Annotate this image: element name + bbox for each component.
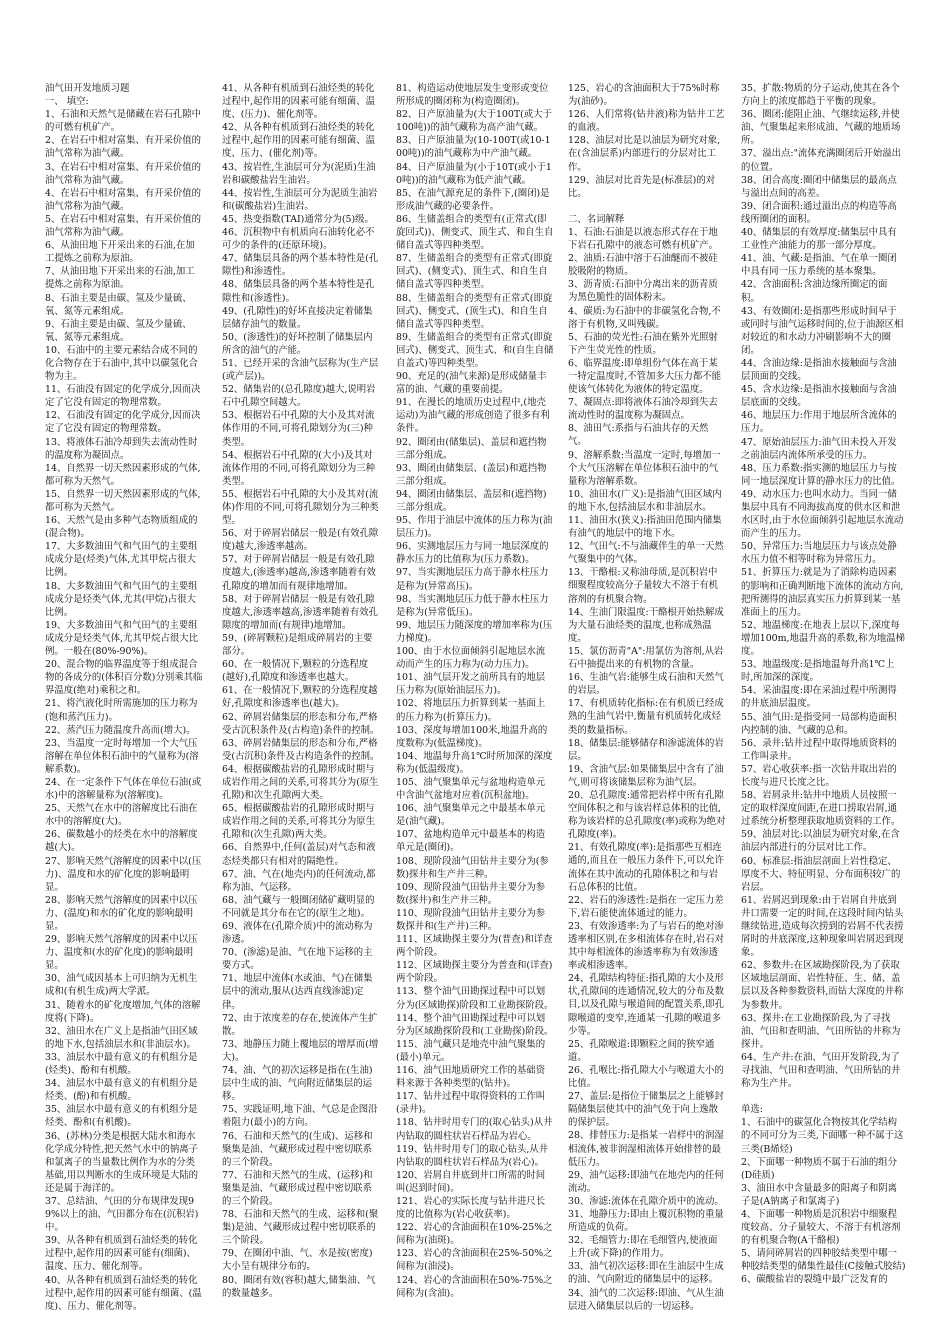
text-paragraph: 41、从各种有机质到石油烃类的转化过程中,起作用的因素可能有细菌、温度、(压力)、催化剂等。: [222, 83, 375, 121]
text-paragraph: 19、大多数油田气和气田气的主要组成成分是烃类气体,尤其甲烷占很大比例。一般在(80%-90%)。: [45, 619, 198, 658]
text-paragraph: 27、盖层:是指位于储集层之上能够封隔储集层使其中的油气免于向上逸散的保护层。: [568, 1091, 724, 1129]
text-paragraph: 16、生油气岩:能够生成石油和天然气的岩层。: [568, 672, 724, 697]
text-paragraph: 113、整个油气田勘探过程中可以划分为(区域勘探)阶段和工业勘探阶段。: [396, 986, 554, 1011]
text-paragraph: 110、现阶段油气田钻井主要分为参数探井和(生产井)三种。: [396, 907, 546, 932]
text-paragraph: 128、油层对比是以油层为研究对象,在(含油层系)内部进行的分层对比工作。: [568, 135, 721, 173]
text-paragraph: 86、生储盖组合的类型有(正常式(即旋回式))、侧变式、顶生式、和自生自储自盖式等四种类型。: [396, 213, 554, 252]
text-paragraph: 32、油田水在广义上是指油气田区域的地下水,包括油层水和(非油层水)。: [45, 1025, 198, 1050]
text-paragraph: 91、在漫长的地质历史过程中,(地壳运动)为油气藏的形成创造了很多有利条件。: [396, 397, 550, 435]
text-paragraph: 63、探井:在工业勘探阶段,为了寻找油、气田和查明油、气田所钻的井称为探井。: [741, 1012, 901, 1050]
text-paragraph: 118、钻井时用专门的(取心钻头)从井内钻取的圆柱状岩石样品为岩心。: [396, 1117, 553, 1142]
text-paragraph: 80、圈闭有效(容积)越大,储集油、气的数量越多。: [222, 1274, 376, 1299]
text-paragraph: 48、储集层具备的两个基本特性是孔隙性和(渗透性)。: [222, 279, 375, 304]
text-paragraph: 44、含油边缘:是指油水接触面与含油层顶面的交线。: [741, 357, 897, 383]
text-paragraph: 54、根据岩石中孔隙的(大小)及其对流体作用的不同,可将孔隙划分为三种类型。: [222, 449, 375, 487]
text-paragraph: 23、有效渗透率:为了与岩石的绝对渗透率相区别,在多相流体存在时,岩石对其中每相流体的渗透率称为有效渗透率或相渗透率。: [568, 920, 724, 972]
text-paragraph: 75、实践证明,地下油、气总是企图沿着阻力(最小)的方向。: [222, 1104, 378, 1129]
text-paragraph: 16、天然气是由多种气态物质组成的(混合物)。: [45, 515, 198, 540]
text-paragraph: 21、将汽液化时所需施加的压力称为(饱和蒸汽压力)。: [45, 698, 198, 723]
text-paragraph: 24、孔隙结构特征:指孔隙的大小及形状,孔隙间的连通情况,较大的分布及数目,以及孔隙与喉道间的配置关系,即孔隙喉道的变窄,连通某一孔隙的喉道多少等。: [568, 973, 724, 1037]
text-paragraph: 7、从油田地下开采出来的石油,加工提炼之前称为原油。: [45, 266, 195, 291]
text-paragraph: 114、整个油气田勘探过程中可以划分为区域勘探阶段和(工业勘探)阶段。: [396, 1012, 554, 1037]
text-paragraph: 70、(渗滤)是油、气在地下运移的主要方式。: [222, 947, 373, 972]
text-paragraph: 64、生产井:在油、气田开发阶段,为了寻找油、气田和查明油、气田所钻的井称为生产井。: [741, 1051, 901, 1090]
text-paragraph: 44、按岩性,生油层可分为泥质生油岩和(碳酸盐岩)生油岩。: [222, 187, 378, 212]
text-paragraph: 88、生储盖组合的类型有正常式(即旋回式)、侧变式、(顶生式)、和自生自储自盖式等四种类型。: [396, 292, 553, 330]
text-paragraph: [568, 200, 726, 213]
text-paragraph: 34、油层水中最有意义的有机组分是烃类、(酚)和有机酸。: [45, 1078, 198, 1103]
text-paragraph: [741, 1090, 906, 1103]
text-paragraph: 67、油、气在(地壳内)的任何流动,都称为油、气运移。: [222, 868, 376, 893]
text-paragraph: 36、(苏林)分类是根据大陆水和海水化学成分特性,把天然气水中的钠离子和氯离子的当量数比例作为水的分类基础,用以判断水的生成环境是大陆的还是属于海洋的。: [45, 1130, 198, 1194]
text-paragraph: 19、含油气层:如果储集层中含有了油气,则可将该储集层称为油气层。: [568, 763, 724, 788]
text-paragraph: 115、油气藏只是地壳中油气聚集的(最小)单元。: [396, 1038, 546, 1063]
text-paragraph: 126、人们常将(钻井液)称为钻井工艺的血液。: [568, 109, 725, 134]
text-paragraph: 油气田开发地质习题: [45, 83, 130, 94]
text-paragraph: 13、将液体石油冷却到失去流动性时的温度称为凝固点。: [45, 436, 198, 461]
text-paragraph: 69、液体在(孔隙介质)中的流动称为渗透。: [222, 921, 373, 946]
text-paragraph: 90、充足的(油气来源)是形成储量丰富的油、气藏的重要前提。: [396, 371, 547, 396]
text-paragraph: 29、油气运移:即油气在地壳内的任何流动。: [568, 1169, 724, 1194]
text-paragraph: 121、岩心的实际长度与钻井进尺长度的比值称为(岩心收获率)。: [396, 1195, 546, 1221]
text-paragraph: 120、岩屑自井底到井口所需的时间叫(迟到时间)。: [396, 1169, 546, 1194]
text-paragraph: 71、地层中流体(水或油、气)在储集层中的流动,服从(达西直线渗滤)定律。: [222, 973, 373, 1011]
text-paragraph: 9、溶解系数:当温度一定时,每增加一个大气压溶解在单位体积石油中的气量称为溶解系数。: [568, 449, 721, 487]
text-paragraph: 28、影响天然气溶解度的因素中以压力、(温度)和水的矿化度的影响最明显。: [45, 894, 198, 932]
text-paragraph: 11、石油没有固定的化学成分,因而决定了它没有固定的物理常数。: [45, 384, 201, 409]
text-paragraph: 65、根据碳酸盐岩的孔隙形成时期与成岩作用之间的关系,可将其分为原生孔隙和(次生孔隙)两大类。: [222, 803, 375, 841]
text-paragraph: 2、油质:石油中溶于石油醚而不被硅胶吸附的物质。: [568, 253, 718, 278]
text-paragraph: 85、在油气源充足的条件下,(圈闭)是形成油气藏的必要条件。: [396, 187, 550, 212]
text-paragraph: 59、(碎屑颗粒)是组成碎屑岩的主要部分。: [222, 632, 373, 658]
text-paragraph: 61、在一般情况下,颗粒的分选程度越好,孔隙度和渗透率也(越大)。: [222, 685, 378, 710]
text-paragraph: 99、地层压力随深度的增加率称为(压力梯度)。: [396, 619, 553, 644]
text-paragraph: 6、临界温度:即单组份气体在高于某一特定温度时,不管加多大压力都不能使该气体转化为液体的特定温度。: [568, 357, 721, 396]
text-paragraph: 53、地温级度:是指地温每升高1℃上时,所加深的深度。: [741, 659, 895, 684]
text-paragraph: 6、碳酸盐岩的裂缝中最广泛发育的: [741, 1274, 888, 1286]
text-column-5: [741, 82, 906, 1286]
text-paragraph: 79、在圈闭中油、气、水是按(密度)大小呈有规律分布的。: [222, 1248, 373, 1273]
text-paragraph: 57、岩心收获率:指一次钻井取出岩的长度与进尺长度之比。: [741, 763, 897, 788]
text-paragraph: 60、标准层:指油层剖面上岩性稳定、厚度不大、特征明显、分布面积较广的岩层。: [741, 855, 901, 893]
text-paragraph: 20、混合物的临界温度等于组成混合物的各成分的(体积百分数)分别乘其临界温度(绝对)乘积之和。: [45, 659, 203, 697]
text-column-3: [396, 82, 554, 1299]
text-paragraph: 104、地温每升高1℃时所加深的深度称为(低温级度)。: [396, 750, 553, 775]
text-paragraph: 93、圈闭由储集层、(盖层)和遮挡物三部分组成。: [396, 462, 547, 487]
text-paragraph: 46、沉积物中有机质向石油转化必不可少的条件的(还原环境)。: [222, 227, 375, 252]
text-paragraph: 43、按岩性,生油层可分为(泥质)生油岩和碳酸盐岩生油岩。: [222, 161, 376, 186]
text-paragraph: 8、石油主要是由碳、氢及少量硫、氧、氮等元素组成。: [45, 292, 192, 317]
text-paragraph: 40、储集层的有效厚度:储集层中具有工业性产油能力的那一部分厚度。: [741, 227, 897, 252]
text-paragraph: 9、石油主要是由碳、氢及少量硫、氧、氮等元素组成。: [45, 318, 192, 343]
text-paragraph: 15、氯仿沥青"A":用氯仿为溶剂,从岩石中抽提出来的有机物的含量。: [568, 645, 724, 671]
text-paragraph: 47、储集层具备的两个基本特性是(孔隙性)和渗透性。: [222, 253, 379, 278]
text-paragraph: 97、当实测地层压力高于静水柱压力是称为(异常高压)。: [396, 567, 549, 592]
text-paragraph: 47、原始油层压力:油气田未投入开发之前油层内流体所承受的压力。: [741, 436, 897, 461]
text-paragraph: 55、根据岩石中孔隙的大小及其对(流体)作用的不同,可将孔隙划分为三种类型。: [222, 488, 379, 527]
text-paragraph: 3、在岩石中相对富集、有开采价值的油气常称为油气藏。: [45, 161, 201, 186]
text-paragraph: 61、岩屑迟到现象:由于岩屑自井底到井口需要一定的时间,在这段时间内钻头继续钻进,造成每次捞到的岩屑不代表捞屑时的井底深度,这种现象叫岩屑迟到现象。: [741, 894, 904, 959]
text-paragraph: 30、渗滤:流体在孔隙介质中的流动。: [568, 1195, 724, 1207]
text-paragraph: 37、溢出点:"流体充满圈闭后开始溢出的位置。: [741, 148, 902, 173]
text-paragraph: 一、 填空:: [45, 96, 89, 108]
text-paragraph: 49、动水压力:也叫水动力。当同一储集层中具有不同海拔高度的供水区和泄水区时,由于水位面倾斜引起地层水流动而产生的压力。: [741, 488, 904, 540]
text-paragraph: 45、含水边缘:是指油水接触面与含油层底面的交线。: [741, 384, 897, 409]
text-paragraph: 32、毛细管力:即在毛细管内,使液面上升(或下降)的作用力。: [568, 1235, 718, 1260]
text-paragraph: 13、干酪根:又称油母质,是沉积岩中细聚程度较高分子量较大不溶于有机溶剂的有机聚合物。: [568, 567, 719, 605]
text-paragraph: 66、自然界中,任何(盖层)对气态和液态烃类都只有相对的隔绝性。: [222, 842, 376, 867]
text-paragraph: 41、油、气藏:是指油、气在单一圈闭中具有同一压力系统的基本聚集。: [741, 253, 897, 278]
text-paragraph: 100、由于水位面倾斜引起地层水流动而产生的压力称为(动力压力)。: [396, 646, 546, 671]
text-paragraph: 2、下面哪一种物质不属于石油的组分(D硅质): [741, 1156, 897, 1181]
text-paragraph: 72、由于浓度差的存在,使流体产生扩散。: [222, 1012, 378, 1037]
text-paragraph: 78、石油和天然气的生成、运移和(聚集)是油、气藏形成过程中密切联系的三个阶段。: [222, 1209, 379, 1247]
text-paragraph: 36、圈闭:能阻止油、气继续运移,并使油、气聚集起来形成油、气藏的地质场所。: [741, 109, 901, 147]
text-paragraph: 102、将地层压力折算到某一基面上的压力称为(折算压力)。: [396, 698, 546, 723]
text-paragraph: 53、根据岩石中孔隙的大小及其对流体作用的不同,可将孔隙划分为(三)种类型。: [222, 410, 375, 448]
text-paragraph: 1、石油:石油是以液态形式存在于地下岩石孔隙中的液态可燃有机矿产。: [568, 226, 719, 252]
text-paragraph: 29、影响天然气溶解度的因素中以压力、温度和(水的矿化度)的影响最明显。: [45, 934, 198, 972]
text-paragraph: 34、油气的二次运移:即油、气从生油层进入储集层以后的一切运移。: [568, 1287, 724, 1312]
text-paragraph: 35、扩散:物质的分子运动,使其在各个方向上的浓度都趋于平衡的现象。: [741, 83, 900, 108]
text-paragraph: 103、深度每增加100米,地温升高的度数称为(低温梯度)。: [396, 724, 548, 749]
text-paragraph: 11、油田水(狭义):指油田范围内储集有油气的地层中的地下水。: [568, 515, 722, 540]
text-paragraph: 18、大多数油田气和气田气的主要组成成分是烃类气体,尤其(甲烷)占很大比例。: [45, 580, 198, 618]
text-paragraph: 30、油气成因基本上可归纳为无机生成和(有机生成)两大学派。: [45, 973, 198, 998]
text-paragraph: 39、从各种有机质到石油烃类的转化过程中,起作用的因素可能有(细菌)、温度、压力、催化剂等。: [45, 1235, 198, 1273]
text-paragraph: 55、油气田:是指受同一局部构造面积内控制的油、气藏的总和。: [741, 711, 897, 736]
text-paragraph: 116、油气田地质研究工作的基础资料来源于各种类型的(钻井)。: [396, 1065, 546, 1090]
text-paragraph: 5、石油的荧光性:石油在紫外光照射下产生荧光性的性质。: [568, 331, 718, 356]
text-paragraph: 10、油田水(广义):是指油气田区域内的地下水,包括油层水和非油层水。: [568, 488, 722, 513]
text-paragraph: 7、凝固点:即将液体石油冷却到失去流动性时的温度称为凝固点。: [568, 397, 718, 422]
text-paragraph: 4、碳质:为石油中的非碳氢化合物,不溶于有机物,又叫残碳。: [568, 305, 721, 330]
text-paragraph: 56、对于碎屑岩储层一般是(有效孔隙度)越大,渗透率越高。: [222, 528, 379, 553]
text-column-2: [222, 82, 380, 1299]
text-paragraph: 96、实测地层压力与同一地层深度的静水压力的比值称为(压力系数)。: [396, 541, 549, 566]
text-paragraph: 25、孔隙喉道:即颗粒之间的狭窄通道。: [568, 1038, 715, 1063]
text-paragraph: 26、碳数越小的烃类在水中的溶解度越(大)。: [45, 829, 198, 854]
text-paragraph: 37、总结油、气田的分布规律发现99%以上的油、气田都分布在(沉积岩)中。: [45, 1195, 199, 1234]
text-paragraph: 5、在岩石中相对富集、有开采价值的油气常称为油气藏。: [45, 213, 201, 239]
text-paragraph: 39、闭合面积:通过溢出点的构造等高线所圈闭的面积。: [741, 200, 897, 225]
text-column-1: [45, 82, 203, 1312]
text-paragraph: 108、现阶段油气田钻井主要分为(参数)探井和生产井三种。: [396, 855, 549, 880]
text-paragraph: 6、从油田地下开采出来的石油,在加工提炼之前称为原油。: [45, 240, 195, 265]
text-paragraph: 43、有效圈闭:是指那些形成时间早于或同时与油气运移时间的,位于油源区相对较近的和水动力冲刷影响不大的圈闭。: [741, 305, 904, 356]
text-paragraph: 12、气田气:不与油藏伴生的单一天然气聚集中的气体。: [568, 541, 724, 566]
text-paragraph: 64、根据碳酸盐岩的孔隙形成时期与成岩作用之间的关系,可将其分为(原生孔隙)和次生孔隙两大类。: [222, 763, 379, 802]
text-paragraph: 4、在岩石中相对富集、有开采价值的油气常称为油气藏。: [45, 187, 201, 212]
text-paragraph: 94、圈闭由储集层、盖层和(遮挡物)三部分组成。: [396, 488, 547, 513]
text-paragraph: 82、日产原油量为(大于100T(或大于100吨))的油气藏称为高产油气藏。: [396, 109, 552, 134]
text-paragraph: 17、有机质转化指标:在有机质已经成熟的生油气岩中,衡量有机质转化成烃类的数量指标。: [568, 698, 724, 736]
text-paragraph: 51、折算压力:就是为了消除构造因素的影响和正确判断地下流体的流动方向,把所测得的油层真实压力折算到某一基准面上的压力。: [741, 567, 904, 618]
text-paragraph: 28、排替压力:是指某一岩样中的润湿相流体,被非润湿相流体开始排替的最低压力。: [568, 1130, 724, 1168]
text-paragraph: 15、自然界一切天然因素形成的气体,都可称为天然气。: [45, 488, 201, 513]
text-paragraph: 112、区域勘探主要分为普查和(详查)两个阶段。: [396, 960, 553, 985]
text-paragraph: 二、名词解释: [568, 213, 625, 225]
text-paragraph: 5、请问碎屑岩的四种胶结类型中哪一种胶结类型的储集性最佳(C接触式胶结): [741, 1248, 906, 1273]
text-paragraph: 3、油田水中含量最多的阳离子和阴离子是(A钠离子和氯离子): [741, 1182, 897, 1207]
text-paragraph: 123、岩心的含油面积在25%-50%之间称为(油浸)。: [396, 1248, 553, 1273]
text-paragraph: 106、油气聚集单元之中最基本单元是(油气藏)。: [396, 803, 546, 828]
text-paragraph: 83、日产原油量为(10-100T(或10-100吨))的油气藏称为中产油气藏。: [396, 135, 551, 160]
text-paragraph: 3、沥青质:石油中分离出来的沥青质为黑色脆性的固体粉末。: [568, 279, 718, 304]
text-paragraph: 87、生储盖组合的类型有正常式(即旋回式)、(侧变式)、顶生式、和自生自储自盖式等四种类型。: [396, 253, 553, 291]
text-paragraph: 10、石油中的主要元素结合成不同的化合物存在于石油中,其中以碳氢化合物为主。: [45, 344, 198, 383]
text-paragraph: 42、含油面积:含油边缘所圈定的面积。: [741, 279, 888, 304]
text-paragraph: 1、石油和天然气是储藏在岩石孔隙中的可燃有机矿产。: [45, 109, 201, 134]
text-paragraph: 22、岩石的渗透性:是指在一定压力差下,岩石能使流体通过的能力。: [568, 894, 724, 919]
text-paragraph: 77、石油和天然气的生成、(运移)和聚集是油、气藏形成过程中密切联系的三个阶段。: [222, 1169, 373, 1207]
text-paragraph: 18、储集层:能够储存和渗滤流体的岩层。: [568, 737, 724, 762]
text-paragraph: 50、异常压力:当地层压力与该点处静水压力值不相等时称为异常压力。: [741, 541, 897, 566]
text-paragraph: 1、石油中的碳氢化合物按其化学结构的不同可分为三类,下面哪一种不属于这三类(B烯烃): [741, 1117, 904, 1155]
text-paragraph: 62、碎屑岩储集层的形态和分布,严格受古沉积条件及(古构造)条件的控制。: [222, 711, 380, 736]
text-paragraph: 31、地静压力:即由上覆沉积物的重量所造成的负荷。: [568, 1208, 724, 1234]
text-paragraph: 46、地层压力:作用于地层所含流体的压力。: [741, 410, 897, 435]
text-paragraph: 2、在岩石中相对富集、有开采价值的油气常称为油气藏。: [45, 135, 201, 160]
text-paragraph: 31、随着水的矿化度增加,气体的溶解度将(下降)。: [45, 999, 201, 1024]
text-paragraph: 42、从各种有机质到石油烃类的转化过程中,起作用的因素可能有细菌、温度、压力、(催化剂)等。: [222, 122, 375, 160]
text-paragraph: 17、大多数油田气和气田气的主要组成成分是(烃类)气体,尤其甲烷占很大比例。: [45, 541, 198, 579]
text-paragraph: 111、区域勘探主要分为(普查)和详查两个阶段。: [396, 934, 553, 959]
text-column-4: [568, 82, 726, 1312]
text-paragraph: 33、油气初次运移:即在生油层中生成的油、气向附近的储集层中的运移。: [568, 1261, 724, 1286]
text-paragraph: 51、已经开采的含油气层称为(生产层(或产层))。: [222, 357, 379, 383]
text-paragraph: 14、生油门限温度:干酪根开始热解成为大量石油烃类的温度,也称成熟温度。: [568, 606, 724, 644]
text-paragraph: 117、钻井过程中取得资料的工作叫(录井)。: [396, 1091, 546, 1116]
text-paragraph: 58、岩屑录井:钻井中地质人员按照一定的取样深度间距,在进口捞取岩屑,通过系统分析整理获取地质资料的工作。: [741, 790, 901, 828]
text-paragraph: 58、对于碎屑岩储层一般是有效孔隙度越大,渗透率越高,渗透率随着有效孔隙度的增加而(有规律)地增加。: [222, 593, 378, 631]
text-paragraph: 101、油气层开发之前所具有的地层压力称为(原始油层压力)。: [396, 672, 546, 697]
text-paragraph: 84、日产原油量为(小于10T(或小于10吨))的油气藏称为低产油气藏。: [396, 161, 552, 186]
text-paragraph: 81、构造运动使地层发生变形或变位所形成的圈闭称为(构造圈闭)。: [396, 83, 549, 108]
text-paragraph: 74、油、气的初次运移是指在(生油)层中生成的油、气向附近储集层的运移。: [222, 1065, 373, 1103]
text-paragraph: 56、录井:钻井过程中取得地质资料的工作叫录井。: [741, 737, 897, 762]
text-paragraph: 21、有效孔隙度(率):是指那些互相连通的,而且在一般压力条件下,可以允许流体在其中流动的孔隙体积之和与岩石总体积的比值。: [568, 842, 724, 893]
text-paragraph: 24、在一定条件下气体在单位石油(或水)中的溶解量称为(溶解度)。: [45, 776, 202, 802]
text-paragraph: 52、储集岩的(总孔隙度)越大,说明岩石中孔隙空间越大。: [222, 384, 376, 409]
text-paragraph: 68、油气藏与一般圈闭储矿藏明显的不同就是其分布在它的(原生之地)。: [222, 894, 375, 919]
text-paragraph: 98、当实测地层压力低于静水柱压力是称为(异常低压)。: [396, 593, 549, 618]
text-paragraph: 23、当温度一定时每增加一个大气压溶解在单位体积石油中的气量称为(溶解系数)。: [45, 737, 199, 775]
text-paragraph: 122、岩心的含油面积在10%-25%之间称为(油斑)。: [396, 1222, 553, 1247]
text-paragraph: 59、油层对比:以油层为研究对象,在含油层内部进行的分层对比工作。: [741, 829, 900, 854]
text-paragraph: 35、油层水中最有意义的有机组分是烃类、酚和(有机酸)。: [45, 1104, 198, 1129]
text-paragraph: 73、地静压力随上覆地层的增厚而(增大)。: [222, 1038, 379, 1063]
text-paragraph: 26、孔喉比:指孔隙大小与喉道大小的比值。: [568, 1064, 724, 1090]
text-paragraph: 25、天然气在水中的溶解度比石油在水中的溶解度(大)。: [45, 803, 198, 828]
text-paragraph: 119、钻井时用专门的取心钻头,从井内钻取的圆柱状岩石样品为(岩心)。: [396, 1143, 549, 1168]
text-paragraph: 89、生储盖组合的类型有正常式(即旋回式)、侧变式、顶生式、和(自生自储自盖式)等四种类型。: [396, 331, 554, 369]
text-paragraph: 40、从各种有机质到石油烃类的转化过程中,起作用的因素可能有细菌、(温度)、压力、催化剂等。: [45, 1274, 202, 1312]
text-paragraph: 14、自然界一切天然因素形成的气体,都可称为天然气。: [45, 462, 201, 487]
text-paragraph: 27、影响天然气溶解度的因素中以(压力)、温度和水的矿化度的影响最明显。: [45, 855, 202, 893]
text-paragraph: 95、作用于油层中流体的压力称为(油层压力)。: [396, 515, 553, 540]
text-paragraph: 33、油层水中最有意义的有机组分是(烃类)、酚和有机酸。: [45, 1051, 198, 1077]
text-paragraph: 52、地温梯度:在地表上层以下,深度每增加100m,地温升高的系数,称为地温梯度。: [741, 619, 905, 658]
text-paragraph: 22、蒸汽压力随温度升高而(增大)。: [45, 724, 196, 736]
text-paragraph: 48、压力系数:指实测的地层压力与按同一地层深度计算的静水压力的比值。: [741, 462, 901, 487]
text-paragraph: 57、对于碎屑岩储层一般是有效孔隙度越大,(渗透率)越高,渗透率随着有效孔隙度的增加而有规律地增加。: [222, 554, 376, 592]
text-paragraph: 单选:: [741, 1104, 763, 1116]
text-paragraph: 50、(渗透性)的好坏控制了储集层内所含的油气的产能。: [222, 331, 373, 356]
text-paragraph: 38、闭合高度:圈闭中储集层的最高点与溢出点间的高差。: [741, 174, 897, 199]
text-paragraph: 129、油层对比首先是(标准层)的对比。: [568, 174, 716, 199]
text-paragraph: 8、油田气:系指与石油共存的天然气。: [568, 423, 709, 448]
text-paragraph: 107、盆地构造单元中最基本的构造单元是(圈闭)。: [396, 829, 546, 854]
text-paragraph: 92、圈闭由(储集层)、盖层和遮挡物三部分组成。: [396, 436, 547, 461]
text-paragraph: 45、热变指数(TAI)通常分为(5)级。: [222, 213, 374, 225]
text-paragraph: 76、石油和天然气的(生成)、运移和聚集是油、气藏形成过程中密切联系的三个阶段。: [222, 1130, 373, 1168]
text-paragraph: 124、岩心的含油面积在50%-75%之间称为(含油)。: [396, 1274, 553, 1299]
text-paragraph: 54、采油温度:即在采油过程中所测得的井底油层温度。: [741, 685, 897, 710]
text-paragraph: 60、在一般情况下,颗粒的分选程度(越好),孔隙度和渗透率也越大。: [222, 659, 369, 684]
text-paragraph: 105、油气聚集单元与盆地构造单元中含油气盆地对应着(沉积盆地)。: [396, 776, 546, 802]
text-paragraph: 62、参数井:在区域勘探阶段,为了获取区域地层剖面、岩性特征、生、储、盖层以及各种参数资料,而钻大深度的井称为参数井。: [741, 960, 904, 1011]
text-paragraph: 49、(孔隙性)的好坏直接决定着储集层储存油气的数量。: [222, 305, 373, 330]
text-paragraph: 20、总孔隙度:通常把岩样中所有孔隙空间体积之和与该岩样总体积的比值,称为该岩样的总孔隙度(率)或称为绝对孔隙度(率)。: [568, 789, 726, 841]
text-paragraph: 4、下面哪一种物质是沉积岩中细聚程度较高、分子量较大、不溶于有机溶剂的有机聚合物(A干酪根): [741, 1208, 901, 1247]
text-paragraph: 12、石油没有固定的化学成分,因而决定了它没有固定的物理常数。: [45, 410, 201, 435]
text-paragraph: 63、碎屑岩储集层的形态和分布,严格受(古沉积)条件及古构造条件的控制。: [222, 737, 380, 762]
text-paragraph: 125、岩心的含油面积大于75%时称为(油砂)。: [568, 83, 720, 108]
text-paragraph: 109、现阶段油气田钻井主要分为参数(探井)和生产井三种。: [396, 881, 546, 906]
